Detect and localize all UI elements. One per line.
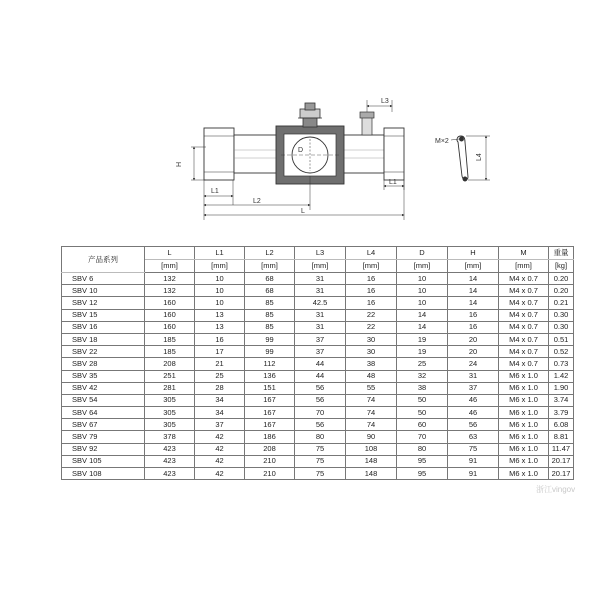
cell-l4: 74: [346, 407, 397, 419]
cell-m: M4 x 0.7: [499, 321, 549, 333]
cell-m: M6 x 1.0: [499, 468, 549, 480]
cell-d: 10: [397, 285, 448, 297]
cell-l2: 85: [245, 297, 295, 309]
dim-d-label: D: [298, 147, 304, 154]
cell-model: SBV 54: [62, 394, 145, 406]
valve-body: [276, 126, 344, 184]
table-row: [62, 419, 574, 431]
cell-l1: 42: [195, 468, 245, 480]
cell-weight: 0.20: [549, 285, 574, 297]
unit-l: [mm]: [145, 260, 195, 273]
cell-model: SBV 42: [62, 382, 145, 394]
header-d: D: [397, 247, 448, 260]
cell-h: 14: [448, 273, 499, 285]
cell-l1: 25: [195, 370, 245, 382]
header-l: L: [145, 247, 195, 260]
cell-l3: 44: [295, 358, 346, 370]
unit-h: [mm]: [448, 260, 499, 273]
dim-l1-label: L1: [211, 188, 219, 195]
cell-weight: 1.42: [549, 370, 574, 382]
cell-l1: 13: [195, 309, 245, 321]
cell-l4: 108: [346, 443, 397, 455]
header-l4: L4: [346, 247, 397, 260]
cell-l2: 186: [245, 431, 295, 443]
cell-l2: 85: [245, 321, 295, 333]
cell-h: 16: [448, 321, 499, 333]
cell-d: 14: [397, 309, 448, 321]
cell-model: SBV 12: [62, 297, 145, 309]
cell-h: 56: [448, 419, 499, 431]
cell-l: 160: [145, 309, 195, 321]
cell-l2: 167: [245, 407, 295, 419]
cell-l: 305: [145, 419, 195, 431]
cell-d: 19: [397, 346, 448, 358]
cell-d: 25: [397, 358, 448, 370]
cell-m: M4 x 0.7: [499, 309, 549, 321]
watermark: 浙江vingov: [536, 485, 576, 494]
cell-model: SBV 79: [62, 431, 145, 443]
cell-l3: 56: [295, 382, 346, 394]
cell-model: SBV 28: [62, 358, 145, 370]
cell-l3: 44: [295, 370, 346, 382]
cell-h: 91: [448, 455, 499, 467]
cell-l3: 31: [295, 309, 346, 321]
cell-l1: 21: [195, 358, 245, 370]
cell-l: 185: [145, 333, 195, 345]
service-port: [360, 112, 374, 135]
cell-weight: 0.30: [549, 321, 574, 333]
cell-l: 305: [145, 407, 195, 419]
cell-d: 10: [397, 297, 448, 309]
cell-l4: 22: [346, 309, 397, 321]
cell-l4: 30: [346, 346, 397, 358]
cell-d: 95: [397, 468, 448, 480]
cell-weight: 3.74: [549, 394, 574, 406]
table-row: [62, 285, 574, 297]
header-l2: L2: [245, 247, 295, 260]
cell-weight: 0.30: [549, 309, 574, 321]
cell-l2: 210: [245, 455, 295, 467]
cell-l: 132: [145, 273, 195, 285]
cell-model: SBV 18: [62, 333, 145, 345]
cell-l3: 37: [295, 346, 346, 358]
unit-l2: [mm]: [245, 260, 295, 273]
dim-l3-label: L3: [381, 98, 389, 105]
cell-m: M6 x 1.0: [499, 407, 549, 419]
cell-m: M6 x 1.0: [499, 394, 549, 406]
dim-h-label: H: [176, 161, 183, 167]
cell-l: 305: [145, 394, 195, 406]
header-l1: L1: [195, 247, 245, 260]
cell-l3: 75: [295, 455, 346, 467]
table-row: [62, 358, 574, 370]
cell-weight: 0.20: [549, 273, 574, 285]
cell-model: SBV 6: [62, 273, 145, 285]
cell-l2: 210: [245, 468, 295, 480]
cell-l4: 148: [346, 468, 397, 480]
cell-d: 14: [397, 321, 448, 333]
header-model: 产品系列: [62, 247, 145, 273]
cell-h: 91: [448, 468, 499, 480]
cell-l4: 16: [346, 285, 397, 297]
cell-model: SBV 92: [62, 443, 145, 455]
cell-model: SBV 64: [62, 407, 145, 419]
mounting-bracket: [457, 136, 468, 181]
unit-l4: [mm]: [346, 260, 397, 273]
cell-model: SBV 10: [62, 285, 145, 297]
cell-d: 70: [397, 431, 448, 443]
cell-l1: 17: [195, 346, 245, 358]
cell-l4: 48: [346, 370, 397, 382]
cell-l1: 34: [195, 407, 245, 419]
cell-l2: 167: [245, 419, 295, 431]
cell-l2: 167: [245, 394, 295, 406]
table-row: [62, 468, 574, 480]
cell-l1: 10: [195, 297, 245, 309]
spec-table: [61, 246, 574, 480]
cell-l4: 16: [346, 273, 397, 285]
cell-l: 208: [145, 358, 195, 370]
header-h: H: [448, 247, 499, 260]
cell-l2: 68: [245, 273, 295, 285]
cell-l2: 99: [245, 333, 295, 345]
cell-l4: 38: [346, 358, 397, 370]
table-row: [62, 370, 574, 382]
cell-l3: 31: [295, 285, 346, 297]
cell-l: 160: [145, 321, 195, 333]
cell-l: 160: [145, 297, 195, 309]
dim-l-label: L: [301, 208, 305, 215]
unit-d: [mm]: [397, 260, 448, 273]
unit-m: [mm]: [499, 260, 549, 273]
cell-l1: 10: [195, 273, 245, 285]
cell-model: SBV 67: [62, 419, 145, 431]
cell-weight: 1.90: [549, 382, 574, 394]
header-row: [62, 247, 574, 260]
cell-l1: 37: [195, 419, 245, 431]
cell-m: M4 x 0.7: [499, 273, 549, 285]
cell-model: SBV 16: [62, 321, 145, 333]
dim-l4-label: L4: [476, 153, 483, 161]
cell-l2: 208: [245, 443, 295, 455]
cell-weight: 20.17: [549, 468, 574, 480]
cell-m: M6 x 1.0: [499, 431, 549, 443]
cell-m: M4 x 0.7: [499, 285, 549, 297]
cell-l: 251: [145, 370, 195, 382]
cell-d: 19: [397, 333, 448, 345]
table-row: [62, 394, 574, 406]
cell-h: 16: [448, 309, 499, 321]
cell-h: 14: [448, 285, 499, 297]
cell-h: 46: [448, 407, 499, 419]
cell-l3: 70: [295, 407, 346, 419]
cell-m: M6 x 1.0: [499, 419, 549, 431]
table-row: [62, 431, 574, 443]
cell-l4: 90: [346, 431, 397, 443]
cell-model: SBV 105: [62, 455, 145, 467]
cell-l: 423: [145, 455, 195, 467]
unit-weight: [kg]: [549, 260, 574, 273]
cell-weight: 0.52: [549, 346, 574, 358]
unit-l3: [mm]: [295, 260, 346, 273]
cell-l: 423: [145, 443, 195, 455]
cell-model: SBV 15: [62, 309, 145, 321]
cell-d: 38: [397, 382, 448, 394]
cell-l3: 31: [295, 321, 346, 333]
cell-l4: 16: [346, 297, 397, 309]
cell-l2: 112: [245, 358, 295, 370]
cell-m: M6 x 1.0: [499, 382, 549, 394]
cell-l1: 10: [195, 285, 245, 297]
cell-l4: 74: [346, 419, 397, 431]
cell-l3: 56: [295, 419, 346, 431]
cell-h: 14: [448, 297, 499, 309]
table-row: [62, 346, 574, 358]
unit-l1: [mm]: [195, 260, 245, 273]
table-row: [62, 297, 574, 309]
cell-d: 60: [397, 419, 448, 431]
cell-l4: 55: [346, 382, 397, 394]
cell-weight: 8.81: [549, 431, 574, 443]
cell-weight: 0.73: [549, 358, 574, 370]
cell-l3: 31: [295, 273, 346, 285]
cell-l1: 42: [195, 443, 245, 455]
cell-l1: 34: [195, 394, 245, 406]
cell-l2: 136: [245, 370, 295, 382]
cell-l: 423: [145, 468, 195, 480]
cell-l3: 42.5: [295, 297, 346, 309]
cell-l4: 148: [346, 455, 397, 467]
cell-l2: 68: [245, 285, 295, 297]
cell-model: SBV 108: [62, 468, 145, 480]
table-row: [62, 273, 574, 285]
spec-table-body: [62, 273, 574, 480]
cell-l3: 75: [295, 443, 346, 455]
cell-l: 132: [145, 285, 195, 297]
cell-d: 50: [397, 407, 448, 419]
cell-d: 50: [397, 394, 448, 406]
cell-weight: 11.47: [549, 443, 574, 455]
valve-drawing: [0, 0, 600, 240]
cell-l1: 13: [195, 321, 245, 333]
cell-m: M6 x 1.0: [499, 443, 549, 455]
table-row: [62, 309, 574, 321]
table-row: [62, 321, 574, 333]
cell-m: M4 x 0.7: [499, 297, 549, 309]
cell-m: M6 x 1.0: [499, 370, 549, 382]
cell-l1: 42: [195, 455, 245, 467]
left-pipe-end: [204, 128, 278, 180]
cell-l3: 75: [295, 468, 346, 480]
cell-h: 75: [448, 443, 499, 455]
cell-h: 37: [448, 382, 499, 394]
table-row: [62, 382, 574, 394]
cell-l: 185: [145, 346, 195, 358]
table-row: [62, 407, 574, 419]
cell-l1: 28: [195, 382, 245, 394]
table-row: [62, 443, 574, 455]
cell-l1: 42: [195, 431, 245, 443]
cell-h: 63: [448, 431, 499, 443]
cell-l4: 22: [346, 321, 397, 333]
cell-m: M4 x 0.7: [499, 333, 549, 345]
cell-l2: 85: [245, 309, 295, 321]
cell-l: 281: [145, 382, 195, 394]
cell-h: 20: [448, 346, 499, 358]
cell-d: 95: [397, 455, 448, 467]
dim-l2-label: L2: [253, 198, 261, 205]
dim-l1-right-label: L1: [389, 179, 397, 186]
cell-d: 32: [397, 370, 448, 382]
cell-h: 24: [448, 358, 499, 370]
cell-l4: 74: [346, 394, 397, 406]
cell-l3: 80: [295, 431, 346, 443]
cell-m: M6 x 1.0: [499, 455, 549, 467]
cell-m: M4 x 0.7: [499, 358, 549, 370]
cell-l2: 151: [245, 382, 295, 394]
cell-weight: 6.08: [549, 419, 574, 431]
cell-l3: 37: [295, 333, 346, 345]
cell-h: 31: [448, 370, 499, 382]
cell-h: 20: [448, 333, 499, 345]
cell-l: 378: [145, 431, 195, 443]
header-weight: 重量: [549, 247, 574, 260]
cell-l2: 99: [245, 346, 295, 358]
cell-h: 46: [448, 394, 499, 406]
table-row: [62, 333, 574, 345]
valve-stem: [298, 103, 322, 127]
right-pipe-end: [342, 128, 404, 180]
cell-l4: 30: [346, 333, 397, 345]
cell-weight: 0.21: [549, 297, 574, 309]
cell-d: 80: [397, 443, 448, 455]
header-m: M: [499, 247, 549, 260]
cell-model: SBV 35: [62, 370, 145, 382]
table-row: [62, 455, 574, 467]
cell-l3: 56: [295, 394, 346, 406]
cell-d: 10: [397, 273, 448, 285]
cell-weight: 0.51: [549, 333, 574, 345]
dim-m-leader: [451, 139, 459, 140]
cell-weight: 20.17: [549, 455, 574, 467]
dim-m-label: M×2: [435, 138, 449, 145]
cell-model: SBV 22: [62, 346, 145, 358]
cell-weight: 3.79: [549, 407, 574, 419]
cell-m: M4 x 0.7: [499, 346, 549, 358]
header-l3: L3: [295, 247, 346, 260]
cell-l1: 16: [195, 333, 245, 345]
